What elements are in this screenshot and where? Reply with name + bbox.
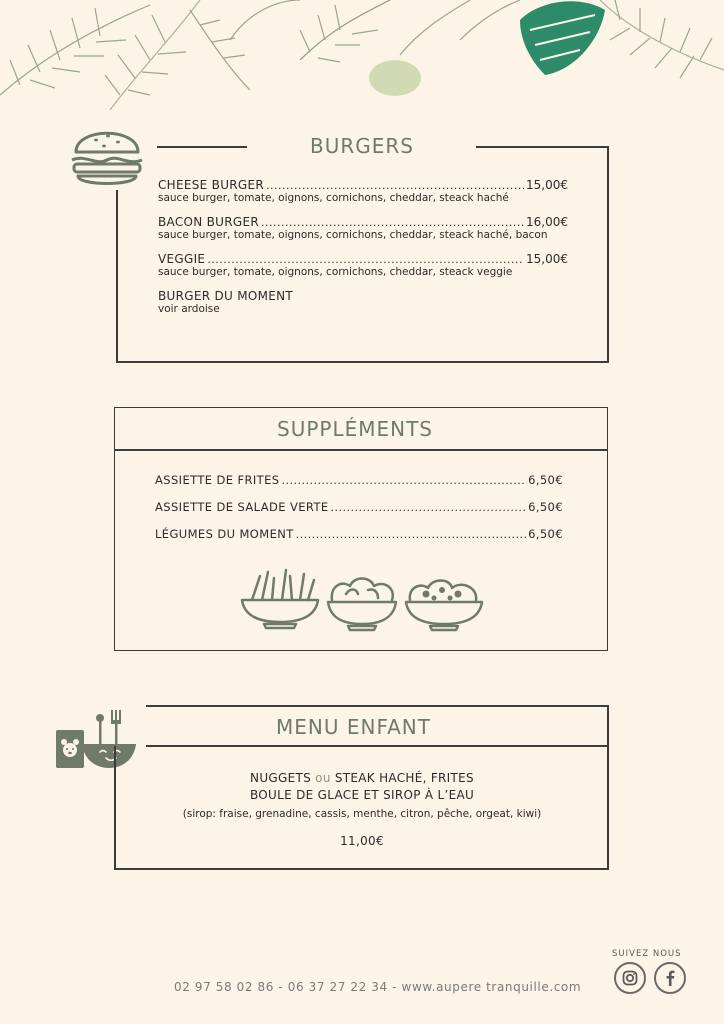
list-item	[155, 473, 563, 487]
enfant-or: ou	[315, 771, 331, 785]
enfant-title-divider	[146, 745, 608, 747]
supplement-list	[155, 473, 563, 541]
burger-icon	[66, 112, 148, 192]
list-item	[155, 500, 563, 514]
item-name: ASSIETTE DE SALADE VERTE	[155, 500, 329, 514]
enfant-dessert-line: BOULE DE GLACE ET SIROP À L’EAU	[249, 788, 475, 802]
kids-meal-icon	[54, 708, 138, 772]
burgers-title-rule-right	[476, 146, 608, 148]
item-name: BACON BURGER	[158, 215, 260, 229]
burgers-title-rule-left	[157, 146, 247, 148]
supplements-title: SUPPLÉMENTS	[277, 417, 433, 441]
enfant-option-a: NUGGETS	[250, 771, 312, 785]
list-item	[155, 527, 563, 541]
item-description: sauce burger, tomate, oignons, cornichons, cheddar, steack haché, bacon	[158, 229, 548, 241]
burgers-box-bottom	[116, 361, 609, 363]
enfant-option-b: STEAK HACHÉ, FRITES	[334, 771, 474, 785]
list-item	[158, 289, 568, 315]
salad-bowls-icon	[238, 566, 486, 632]
item-price: 6,50€	[528, 500, 563, 514]
item-name: BURGER DU MOMENT	[158, 289, 294, 303]
item-name: VEGGIE	[158, 252, 206, 266]
tropical-leaves-decoration	[0, 0, 724, 130]
burger-list	[158, 178, 568, 315]
burgers-box-left	[116, 190, 118, 362]
item-price: 15,00€	[526, 178, 568, 192]
instagram-icon[interactable]	[614, 962, 646, 994]
item-name: LÉGUMES DU MOMENT	[155, 527, 294, 541]
item-description: sauce burger, tomate, oignons, cornichons, cheddar, steack veggie	[158, 266, 513, 278]
footer-contact: 02 97 58 02 86 - 06 37 27 22 34 - www.aupere tranquille.com	[174, 980, 582, 994]
facebook-icon[interactable]	[654, 962, 686, 994]
dot-leader	[266, 179, 524, 192]
dot-leader	[331, 501, 527, 514]
enfant-box-bottom	[114, 868, 609, 870]
item-description: voir ardoise	[158, 303, 220, 315]
supplements-title-divider	[114, 449, 608, 451]
item-price: 16,00€	[526, 215, 568, 229]
enfant-content	[116, 771, 608, 848]
item-price: 6,50€	[528, 473, 563, 487]
dot-leader	[261, 216, 524, 229]
dot-leader	[207, 253, 524, 266]
list-item	[158, 252, 568, 278]
item-name: CHEESE BURGER	[158, 178, 265, 192]
enfant-main-line	[116, 771, 608, 785]
enfant-box-top	[146, 705, 608, 707]
list-item	[158, 215, 568, 241]
burgers-title: BURGERS	[310, 134, 414, 158]
item-price: 6,50€	[528, 527, 563, 541]
item-price: 15,00€	[526, 252, 568, 266]
list-item	[158, 178, 568, 204]
item-description: sauce burger, tomate, oignons, cornichons, cheddar, steack haché	[158, 192, 509, 204]
follow-us-label: SUIVEZ NOUS	[612, 949, 682, 959]
enfant-sirop-list: (sirop: fraise, grenadine, cassis, menthe, citron, pêche, orgeat, kiwi)	[182, 808, 542, 820]
burgers-box-right	[607, 146, 609, 362]
enfant-title: MENU ENFANT	[276, 715, 431, 739]
dot-leader	[296, 528, 526, 541]
item-name: ASSIETTE DE FRITES	[155, 473, 280, 487]
enfant-price: 11,00€	[340, 834, 384, 848]
dot-leader	[281, 474, 526, 487]
